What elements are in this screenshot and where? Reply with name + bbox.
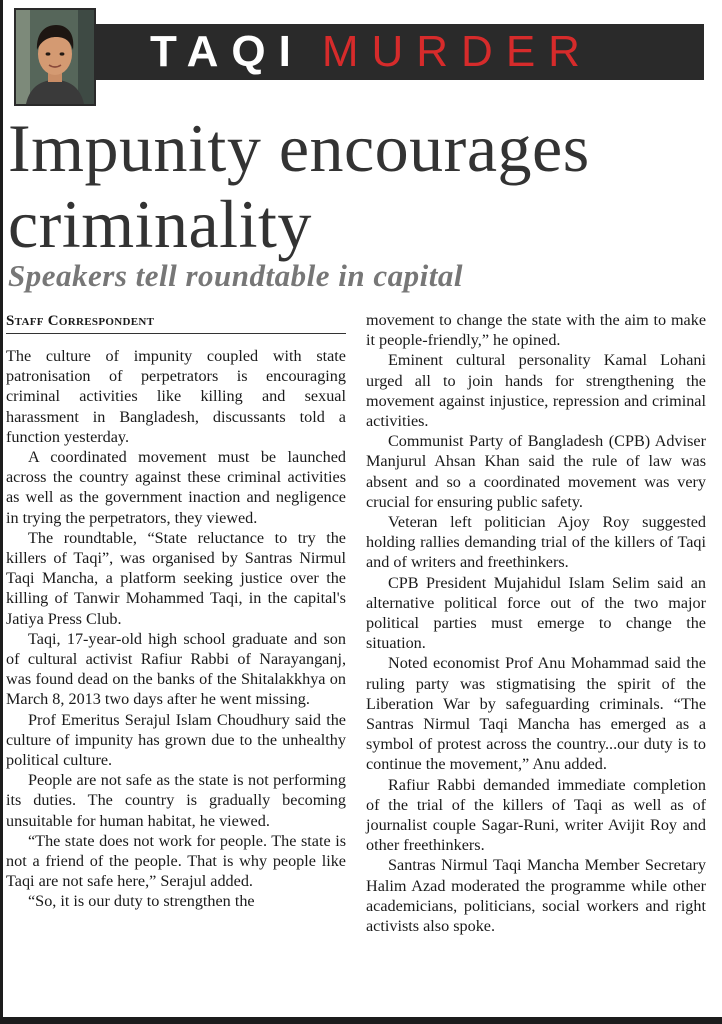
paragraph: The culture of impunity coupled with state patronisation of perpetrators is encouraging criminal activities like killing and sexual harassment in Bangladesh, discussants told a function yesterday. bbox=[6, 347, 346, 446]
paragraph: Veteran left politician Ajoy Roy suggested holding rallies demanding trial of the killers of Taqi and of writers and freethinkers. bbox=[366, 513, 706, 572]
bottom-border bbox=[0, 1017, 722, 1024]
kicker-secondary: MURDER bbox=[321, 27, 593, 76]
kicker-primary: TAQI bbox=[150, 27, 304, 76]
paragraph: Rafiur Rabbi demanded immediate completion of the trial of the killers of Taqi as well as of journalist couple Sagar-Runi, writer Avijit Roy and other freethinkers. bbox=[366, 775, 706, 855]
paragraph: A coordinated movement must be launched across the country against these criminal activities as well as the government inaction and negligence in trying the perpetrators, they viewed. bbox=[6, 448, 346, 527]
subheadline: Speakers tell roundtable in capital bbox=[8, 258, 463, 293]
paragraph: Taqi, 17-year-old high school graduate and son of cultural activist Rafiur Rabbi of Narayanganj, was found dead on the banks of the Shitalakkhya on March 8, 2013 two days after he went missing. bbox=[6, 629, 346, 709]
paragraph: People are not safe as the state is not performing its duties. The country is gradually becoming unsuitable for human habitat, he viewed. bbox=[6, 771, 346, 830]
paragraph: movement to change the state with the aim to make it people-friendly,” he opined. bbox=[366, 311, 706, 350]
byline: Staff Correspondent bbox=[6, 310, 346, 334]
paragraph: Noted economist Prof Anu Mohammad said the ruling party was stigmatising the spirit of the Liberation War by safeguarding criminals. “The Santras Nirmul Taqi Mancha has emerged as a symbol of protest across the country...our duty is to continue the movement,” Anu added. bbox=[366, 654, 706, 774]
portrait-image bbox=[16, 10, 94, 104]
headline: Impunity encourages criminality bbox=[8, 110, 590, 262]
paragraph: “The state does not work for people. The state is not a friend of the people. That is why people like Taqi are not safe here,” Serajul added. bbox=[6, 831, 346, 891]
article-column-right bbox=[366, 310, 706, 936]
paragraph: Eminent cultural personality Kamal Lohani urged all to join hands for strengthening the movement against injustice, repression and criminal activities. bbox=[366, 351, 706, 431]
paragraph: CPB President Mujahidul Islam Selim said an alternative political force out of the two major political parties must emerge to change the situation. bbox=[366, 573, 706, 653]
portrait-photo bbox=[14, 8, 96, 106]
paragraph: Communist Party of Bangladesh (CPB) Adviser Manjurul Ahsan Khan said the rule of law was absent and so a coordinated movement was very crucial for ensuring public safety. bbox=[366, 432, 706, 511]
paragraph: Prof Emeritus Serajul Islam Choudhury said the culture of impunity has grown due to the unhealthy political culture. bbox=[6, 710, 346, 770]
article-column-left bbox=[6, 310, 346, 912]
section-kicker bbox=[150, 26, 593, 78]
paragraph: Santras Nirmul Taqi Mancha Member Secretary Halim Azad moderated the programme while other academicians, politicians, social workers and right activists also spoke. bbox=[366, 856, 706, 936]
left-border bbox=[0, 0, 3, 1024]
paragraph: “So, it is our duty to strengthen the bbox=[28, 892, 255, 911]
paragraph: The roundtable, “State reluctance to try the killers of Taqi”, was organised by Santras Nirmul Taqi Mancha, a platform seeking justice over the killing of Tanwir Mohammed Taqi, in the capital's Jatiya Press Club. bbox=[6, 528, 346, 628]
